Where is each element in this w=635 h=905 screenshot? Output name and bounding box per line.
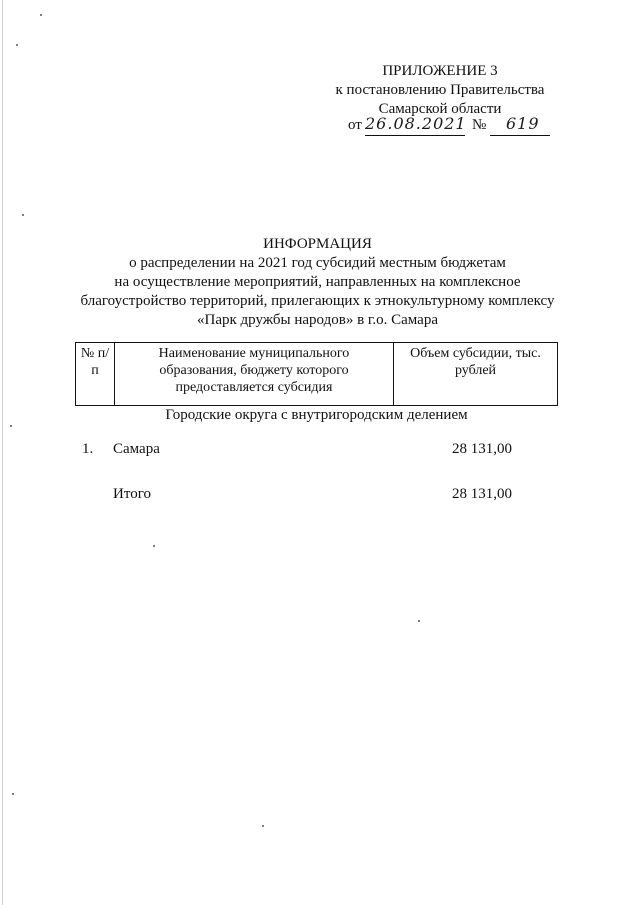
- total-row: [0, 486, 635, 506]
- appendix-title: ПРИЛОЖЕНИЕ 3: [382, 63, 498, 79]
- resolution-date-number: [348, 114, 558, 137]
- section-title: Городские округа с внутригородским делением: [165, 407, 468, 423]
- header-number-cell: № п/п: [76, 343, 115, 406]
- document-heading: ИНФОРМАЦИЯ: [263, 236, 372, 252]
- row-municipality: Самара: [113, 441, 160, 457]
- number-underline: [490, 135, 550, 136]
- title-line-4: «Парк дружбы народов» в г.о. Самара: [196, 312, 439, 328]
- table-row: [0, 441, 635, 461]
- scan-speck: [418, 620, 420, 622]
- appendix-line-2: к постановлению Правительства: [335, 82, 545, 98]
- number-prefix: №: [472, 117, 487, 133]
- scan-speck: [10, 425, 12, 427]
- scan-speck: [153, 545, 155, 547]
- appendix-line-3: Самарской области: [378, 101, 502, 117]
- date-underline: [365, 135, 465, 136]
- total-label: Итого: [113, 486, 151, 502]
- scan-speck: [22, 214, 24, 216]
- scan-speck: [16, 44, 18, 46]
- title-line-2: на осуществление мероприятий, направленных на комплексное: [114, 274, 521, 290]
- total-amount: 28 131,00: [452, 486, 512, 502]
- distribution-table-header: [75, 342, 558, 406]
- header-amount-cell: Объем субсидии, тыс. рублей: [394, 343, 558, 406]
- date-prefix: от: [348, 117, 362, 133]
- scan-speck: [262, 825, 264, 827]
- appendix-block: [320, 62, 560, 119]
- handwritten-date: 26.08.2021: [365, 114, 467, 133]
- row-number: 1.: [82, 441, 94, 457]
- header-municipality-cell: Наименование муниципального образования, бюджету которого предоставляется субсидия: [115, 343, 394, 406]
- row-amount: 28 131,00: [452, 441, 512, 457]
- table-header-row: [76, 343, 558, 406]
- information-title-block: [0, 235, 635, 330]
- title-line-3: благоустройство территорий, прилегающих к этнокультурному комплексу: [80, 293, 555, 309]
- title-line-1: о распределении на 2021 год субсидий местным бюджетам: [129, 255, 506, 271]
- handwritten-number: 619: [506, 114, 540, 133]
- scan-speck: [12, 793, 14, 795]
- scan-speck: [40, 14, 42, 16]
